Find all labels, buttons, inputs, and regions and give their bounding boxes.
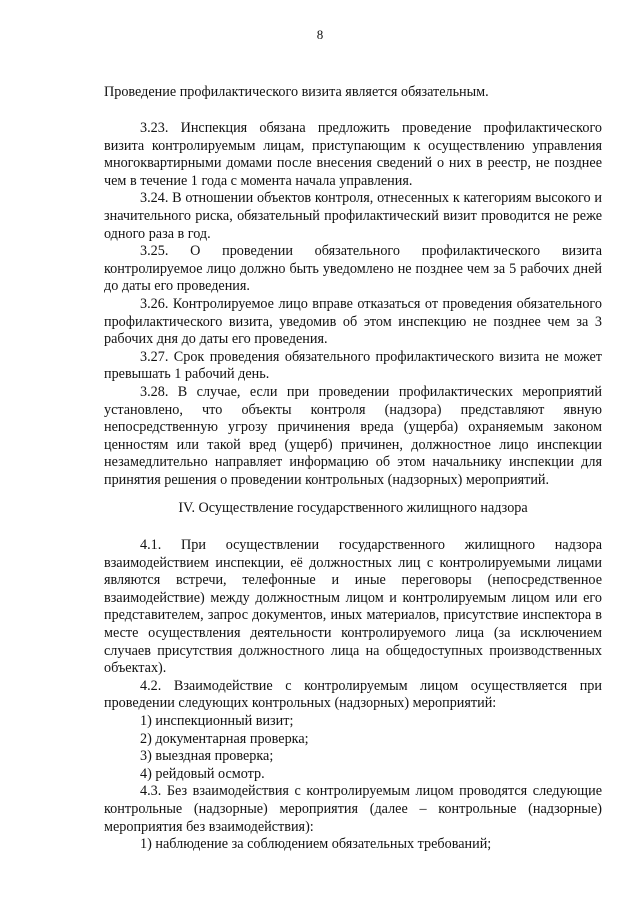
paragraph-4-3: 4.3. Без взаимодействия с контролируемым лицом проводятся следующие контрольные (надзорные) мероприятия (далее – контрольные (надзорные) мероприятия без взаимодействия): xyxy=(104,783,602,835)
intro-paragraph: Проведение профилактического визита является обязательным. xyxy=(104,84,489,100)
paragraph-3-25: 3.25. О проведении обязательного профилактического визита контролируемое лицо должно быть уведомлено не позднее чем за 5 рабочих дней до даты его проведения. xyxy=(104,243,602,295)
list-item: 4) рейдовый осмотр. xyxy=(140,765,265,782)
section3-block xyxy=(104,120,602,489)
list-item: 1) инспекционный визит; xyxy=(140,712,294,729)
paragraph-3-28: 3.28. В случае, если при проведении профилактических мероприятий установлено, что объекты контроля (надзора) представляют явную непосредственную угрозу причинения вреда (ущерба) охраняемым законом ценностям или такой вред (ущерб) причинен, должностное лицо инспекции незамедлительно направляет информацию об этом начальнику инспекции для принятия решения о проведении контрольных (надзорных) мероприятий. xyxy=(104,383,602,488)
paragraph-4-1: 4.1. При осуществлении государственного жилищного надзора взаимодействием инспекции, её должностных лиц с контролируемыми лицами являются встречи, телефонные и иные переговоры (непосредственное взаимодействие) между должностным лицом и контролируемым лицом или его представителем, запрос документов, иных материалов, присутствие инспектора в месте осуществления деятельности контролируемого лица (за исключением случаев присутствия должностного лица на общедоступных производственных объектах). xyxy=(104,537,602,677)
section4-heading-block xyxy=(104,500,602,518)
list-item: 1) наблюдение за соблюдением обязательных требований; xyxy=(140,836,492,853)
section-heading: IV. Осуществление государственного жилищного надзора xyxy=(178,500,528,516)
intro-block xyxy=(104,84,602,102)
paragraph-4-2: 4.2. Взаимодействие с контролируемым лицом осуществляется при проведении следующих контрольных (надзорных) мероприятий: xyxy=(104,677,602,712)
paragraph-3-26: 3.26. Контролируемое лицо вправе отказаться от проведения обязательного профилактического визита, уведомив об этом инспекцию не позднее чем за 3 рабочих дня до даты его проведения. xyxy=(104,295,602,348)
paragraph-3-24: 3.24. В отношении объектов контроля, отнесенных к категориям высокого и значительного риска, обязательный профилактический визит проводится не реже одного раза в год. xyxy=(104,190,602,242)
page-number: 8 xyxy=(316,27,324,42)
section4-block xyxy=(104,537,602,854)
paragraph-3-27: 3.27. Срок проведения обязательного профилактического визита не может превышать 1 рабочий день. xyxy=(104,348,602,383)
list-item: 3) выездная проверка; xyxy=(140,748,274,765)
paragraph-3-23: 3.23. Инспекция обязана предложить проведение профилактического визита контролируемым лицам, приступающим к осуществлению управления многоквартирными домами после внесения сведений о них в реестр, не позднее чем в течение 1 года с момента начала управления. xyxy=(104,120,602,189)
list-item: 2) документарная проверка; xyxy=(140,730,309,747)
